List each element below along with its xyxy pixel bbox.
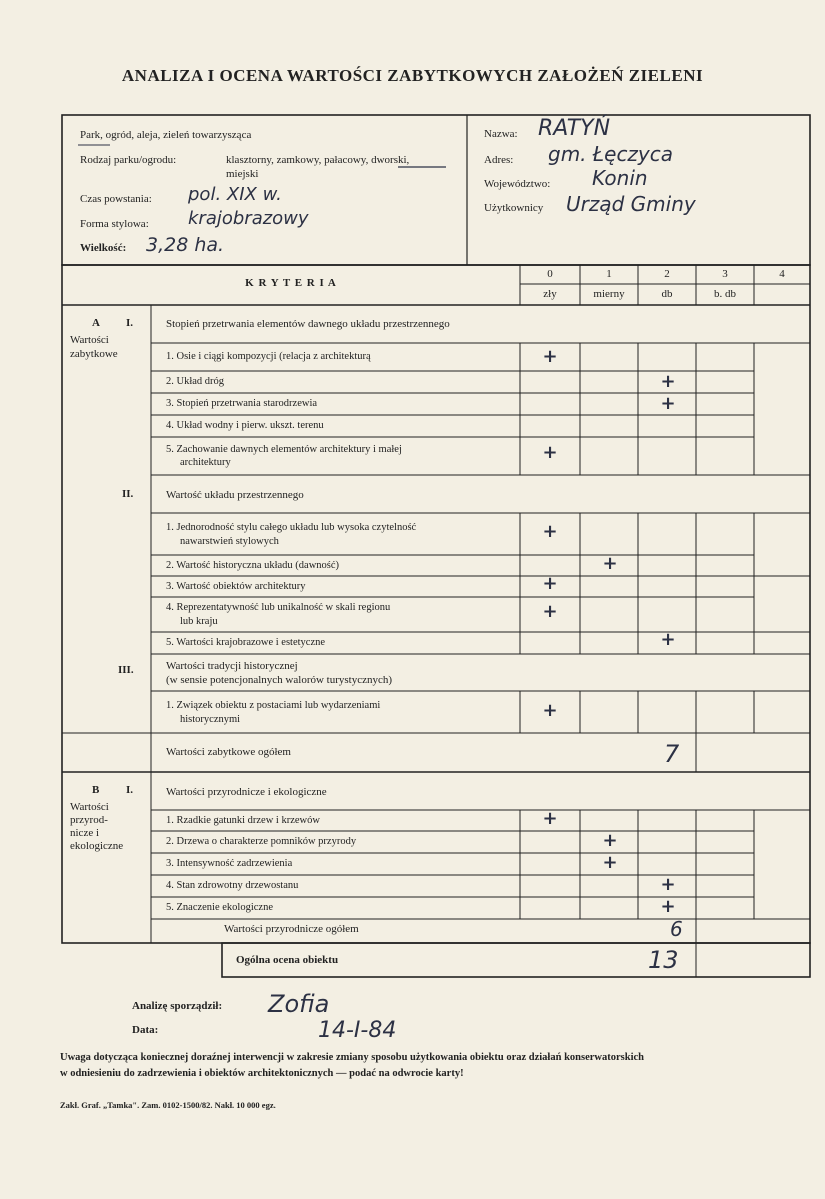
forma-label: Forma stylowa: — [80, 218, 149, 230]
item-a1-3: 3. Stopień przetrwania starodrzewia — [166, 398, 318, 409]
score-2: 2 — [664, 268, 670, 280]
item-a3-1: 1. Związek obiektu z postaciami lub wydarzeniami — [166, 700, 381, 711]
section-a-name: Wartości zabytkowe — [70, 334, 118, 360]
grade-db: db — [661, 288, 673, 300]
group-a3-subtitle: (w sensie potencjonalnych walorów turystycznych) — [166, 674, 393, 686]
note-line-2: w odniesieniu do zadrzewienia i obiektów architektonicznych — podać na odwrocie karty! — [60, 1068, 464, 1079]
wielkosc-value: 3,28 ha. — [146, 234, 225, 256]
item-a2-5: 5. Wartości krajobrazowe i estetyczne — [166, 637, 326, 648]
score-mark: + — [602, 852, 618, 873]
wojewodztwo-value: Konin — [592, 166, 648, 190]
total-a-value: 7 — [664, 740, 680, 768]
score-mark: + — [542, 601, 558, 622]
score-1: 1 — [606, 268, 612, 280]
item-b-3: 3. Intensywność zadrzewienia — [166, 858, 293, 869]
item-a2-1-cont: nawarstwień stylowych — [180, 536, 279, 547]
analiza-label: Analizę sporządził: — [132, 1000, 223, 1012]
score-mark: + — [660, 896, 676, 917]
object-type-options: Park, ogród, aleja, zieleń towarzysząca — [80, 129, 252, 141]
score-mark: + — [542, 346, 558, 367]
score-mark: + — [542, 700, 558, 721]
total-a-label: Wartości zabytkowe ogółem — [166, 746, 291, 758]
rodzaj-label: Rodzaj parku/ogrodu: — [80, 154, 177, 166]
printer-info: Zakł. Graf. „Tamka". Zam. 0102-1500/82. Nakł. 10 000 egz. — [60, 1100, 276, 1110]
score-mark: + — [660, 874, 676, 895]
item-a1-5: 5. Zachowanie dawnych elementów architektury i małej — [166, 444, 402, 455]
score-mark: + — [660, 629, 676, 650]
score-mark: + — [542, 808, 558, 829]
criteria-header: K R Y T E R I A — [245, 277, 337, 289]
item-a3-1-cont: historycznymi — [180, 714, 241, 725]
data-value: 14-I-84 — [318, 1018, 397, 1043]
section-b-name-3: nicze i — [70, 827, 100, 839]
item-b-5: 5. Znaczenie ekologiczne — [166, 902, 273, 913]
forma-value: krajobrazowy — [188, 208, 309, 229]
score-mark: + — [602, 830, 618, 851]
section-b-name-4: ekologiczne — [70, 840, 124, 852]
score-0: 0 — [547, 268, 553, 280]
section-b-name-1: Wartości — [70, 801, 109, 813]
rodzaj-options-2: miejski — [226, 168, 259, 180]
item-a1-2: 2. Układ dróg — [166, 376, 225, 387]
item-b-2: 2. Drzewa o charakterze pomników przyrody — [166, 836, 357, 847]
czas-value: pol. XIX w. — [188, 184, 282, 205]
score-mark: + — [602, 553, 618, 574]
item-a1-4: 4. Układ wodny i pierw. ukszt. terenu — [166, 420, 324, 431]
uzytkownicy-value: Urząd Gminy — [566, 192, 696, 216]
czas-label: Czas powstania: — [80, 193, 152, 205]
overall-label: Ogólna ocena obiektu — [236, 954, 339, 966]
adres-label: Adres: — [484, 154, 514, 166]
wielkosc-label: Wielkość: — [80, 242, 127, 254]
score-mark: + — [542, 573, 558, 594]
grade-bdb: b. db — [714, 288, 736, 300]
score-3: 3 — [722, 268, 728, 280]
section-b-roman: I. — [126, 784, 134, 796]
score-mark: + — [542, 442, 558, 463]
score-mark: + — [542, 521, 558, 542]
score-mark: + — [660, 393, 676, 414]
total-b-value: 6 — [670, 917, 683, 941]
item-b-4: 4. Stan zdrowotny drzewostanu — [166, 880, 299, 891]
nazwa-label: Nazwa: — [484, 128, 518, 140]
section-a-letter: A — [92, 317, 100, 329]
score-4: 4 — [779, 268, 785, 280]
item-a1-5-cont: architektury — [180, 457, 231, 468]
section-a-roman-1: I. — [126, 317, 134, 329]
group-a2-title: Wartość układu przestrzennego — [166, 489, 304, 501]
item-b-1: 1. Rzadkie gatunki drzew i krzewów — [166, 815, 320, 826]
note-line-1: Uwaga dotycząca koniecznej doraźnej interwencji w zakresie zmiany sposobu użytkowania obiektu oraz działań konserwatorskich — [60, 1052, 644, 1063]
group-a1-title: Stopień przetrwania elementów dawnego układu przestrzennego — [166, 318, 450, 330]
section-b-name-2: przyrod- — [70, 814, 108, 826]
analiza-value: Zofia — [268, 990, 330, 1018]
section-a-roman-3: III. — [118, 664, 134, 676]
overall-value: 13 — [648, 946, 679, 974]
item-a1-1: 1. Osie i ciągi kompozycji (relacja z architekturą — [166, 351, 371, 362]
uzytkownicy-label: Użytkownicy — [484, 202, 544, 214]
item-a2-4: 4. Reprezentatywność lub unikalność w skali regionu — [166, 602, 391, 613]
total-b-label: Wartości przyrodnicze ogółem — [224, 923, 359, 935]
rodzaj-options: klasztorny, zamkowy, pałacowy, dworski, — [226, 154, 410, 166]
grade-mierny: mierny — [593, 288, 625, 300]
group-a3-title: Wartości tradycji historycznej — [166, 660, 298, 672]
adres-value: gm. Łęczyca — [548, 142, 674, 166]
grade-zly: zły — [543, 288, 557, 300]
score-mark: + — [660, 371, 676, 392]
item-a2-4-cont: lub kraju — [180, 616, 218, 627]
nazwa-value: RATYŃ — [538, 116, 611, 141]
data-label: Data: — [132, 1024, 159, 1036]
section-b-letter: B — [92, 784, 100, 796]
wojewodztwo-label: Województwo: — [484, 178, 551, 190]
page-title: ANALIZA I OCENA WARTOŚCI ZABYTKOWYCH ZAŁOŻEŃ ZIELENI — [121, 66, 704, 85]
section-a-roman-2: II. — [122, 488, 134, 500]
item-a2-1: 1. Jednorodność stylu całego układu lub wysoka czytelność — [166, 522, 417, 533]
item-a2-3: 3. Wartość obiektów architektury — [166, 581, 306, 592]
group-b-title: Wartości przyrodnicze i ekologiczne — [166, 786, 327, 798]
item-a2-2: 2. Wartość historyczna układu (dawność) — [166, 560, 340, 571]
